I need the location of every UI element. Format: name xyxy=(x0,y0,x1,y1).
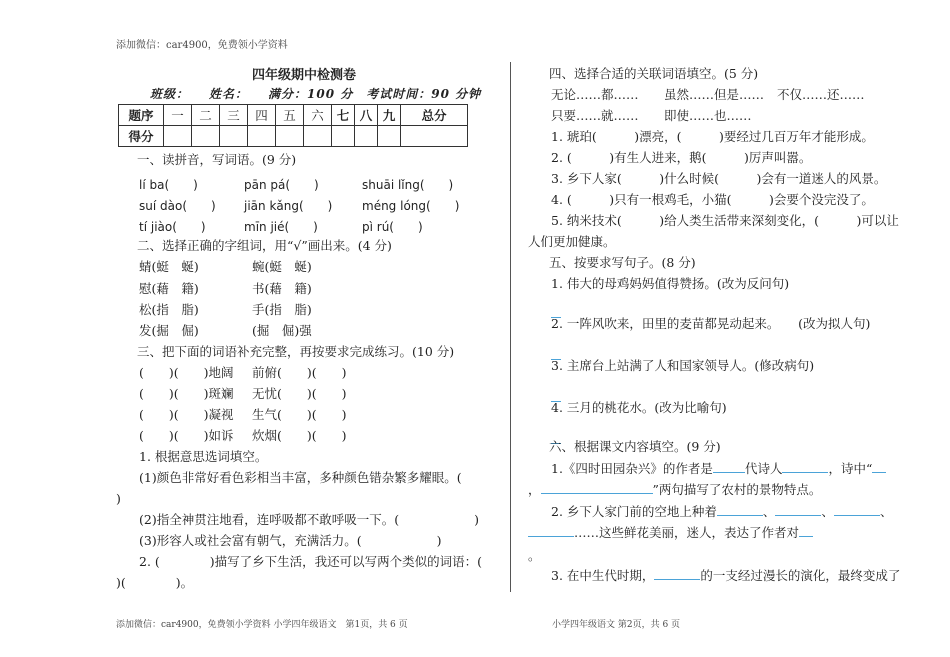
question-text: ) xyxy=(116,491,121,506)
section-3-title: 三、把下面的词语补充完整，再按要求完成练习。(10 分) xyxy=(137,344,455,359)
choice-item[interactable]: 书(藉 籍) xyxy=(252,281,312,296)
pinyin-item: tí jiào( ) xyxy=(139,220,206,234)
question-text: 2. 一阵风吹来，田里的麦苗都晃动起来。 (改为拟人句) xyxy=(551,316,871,331)
question-text: 4. 三月的桃花水。(改为比喻句) xyxy=(551,400,727,415)
question-text: 5. 纳米技术( )给人类生活带来深刻变化，( )可以让 xyxy=(551,213,899,228)
question-text: 、 xyxy=(821,504,834,519)
score-blank[interactable] xyxy=(304,126,332,147)
question-text: 人们更加健康。 xyxy=(528,234,616,249)
section-6-title: 六、根据课文内容填空。(9 分) xyxy=(549,439,721,454)
idiom-item: ( )( )凝视 xyxy=(139,407,234,422)
question-text: (3)形容人或社会富有朝气，充满活力。( ) xyxy=(139,533,442,548)
score-blank[interactable] xyxy=(164,126,192,147)
section-5-title: 五、按要求写句子。(8 分) xyxy=(549,255,696,270)
score-blank[interactable] xyxy=(220,126,248,147)
fill-question xyxy=(551,461,886,477)
page-header-note: 添加微信：car4900，免费领小学资料 xyxy=(116,40,288,51)
score-table-header-row xyxy=(119,105,468,126)
score-blank[interactable] xyxy=(276,126,304,147)
score-table-score-row xyxy=(119,126,468,147)
score-blank[interactable] xyxy=(378,126,401,147)
fill-question xyxy=(551,504,892,520)
score-cell: 三 xyxy=(220,105,248,126)
fill-question xyxy=(528,525,813,541)
question-text: 1.《四时田园杂兴》的作者是 xyxy=(551,461,713,476)
idiom-item: 无忧( )( ) xyxy=(252,386,347,401)
choice-item[interactable]: 手(指 脂) xyxy=(252,302,312,317)
choice-item[interactable]: 发(掘 倔) xyxy=(139,323,199,338)
question-text: (2)指全神贯注地看，连呼吸都不敢呼吸一下。( ) xyxy=(139,512,479,527)
answer-blank[interactable] xyxy=(834,515,880,516)
idiom-item: ( )( )地阔 xyxy=(139,365,234,380)
idiom-item: ( )( )斑斓 xyxy=(139,386,234,401)
score-table xyxy=(118,104,468,147)
question-text: 4. ( )只有一根鸡毛，小猫( )会要个没完没了。 xyxy=(551,192,874,207)
conjunction-option: 无论……都…… xyxy=(551,87,639,102)
conjunction-option: 只要……就…… xyxy=(551,108,639,123)
score-blank[interactable] xyxy=(355,126,378,147)
score-cell: 一 xyxy=(164,105,192,126)
question-text: 3. 在中生代时期， xyxy=(551,568,655,583)
idiom-item: 炊烟( )( ) xyxy=(252,428,347,443)
idiom-item: 生气( )( ) xyxy=(252,407,347,422)
fill-question xyxy=(528,482,821,498)
answer-blank[interactable] xyxy=(528,536,574,537)
conjunction-option: 不仅……还…… xyxy=(777,87,865,102)
question-text: 1. 伟大的母鸡妈妈值得赞扬。(改为反问句) xyxy=(551,276,790,291)
choice-item[interactable]: 松(指 脂) xyxy=(139,302,199,317)
idiom-item: 前俯( )( ) xyxy=(252,365,347,380)
page-title: 四年级期中检测卷 xyxy=(252,68,357,83)
pinyin-item: méng lóng( ) xyxy=(362,199,460,213)
score-blank[interactable] xyxy=(401,126,468,147)
answer-blank[interactable] xyxy=(654,579,700,580)
score-cell: 六 xyxy=(304,105,332,126)
question-text: )( )。 xyxy=(116,575,194,590)
question-text: ”两句描写了农村的景物特点。 xyxy=(652,482,822,497)
section-1-title: 一、读拼音，写词语。(9 分) xyxy=(137,152,297,167)
question-text: ， xyxy=(528,482,541,497)
answer-blank[interactable] xyxy=(713,472,745,473)
question-text: 。 xyxy=(528,548,541,563)
score-cell: 得分 xyxy=(119,126,164,147)
pinyin-item: mīn jié( ) xyxy=(244,220,318,234)
score-blank[interactable] xyxy=(192,126,220,147)
page-footer-left: 添加微信：car4900，免费领小学资料 小学四年级语文 第1页，共 6 页 xyxy=(116,620,408,630)
choice-item[interactable]: 慰(藉 籍) xyxy=(139,281,199,296)
answer-blank[interactable] xyxy=(872,472,886,473)
section-4-title: 四、选择合适的关联词语填空。(5 分) xyxy=(549,66,759,81)
answer-blank[interactable] xyxy=(541,493,653,494)
question-text: ……这些鲜花美丽，迷人，表达了作者对 xyxy=(574,525,800,540)
question-text: 2. ( )描写了乡下生活，我还可以写两个类似的词语：( xyxy=(139,554,483,569)
question-text: 2. 乡下人家门前的空地上种着 xyxy=(551,504,717,519)
choice-item[interactable]: (掘 倔)强 xyxy=(252,323,312,338)
pinyin-item: pān pá( ) xyxy=(244,178,319,192)
choice-item[interactable]: 蜿(蜓 蜒) xyxy=(252,259,312,274)
pinyin-item: suí dào( ) xyxy=(139,199,216,213)
pinyin-item: shuāi lǐng( ) xyxy=(362,178,454,192)
question-text: 的一支经过漫长的演化，最终变成了 xyxy=(700,568,901,583)
answer-blank[interactable] xyxy=(775,515,821,516)
question-text: 、 xyxy=(879,504,893,519)
question-text: (1)颜色非常好看色彩相当丰富，多种颜色错杂繁多耀眼。( xyxy=(139,470,462,485)
score-cell: 八 xyxy=(355,105,378,126)
fill-question xyxy=(551,568,900,584)
question-text: 代诗人 xyxy=(744,461,783,476)
answer-blank[interactable] xyxy=(799,536,813,537)
choice-item[interactable]: 蜻(蜓 蜒) xyxy=(139,259,199,274)
pinyin-item: lí ba( ) xyxy=(139,178,198,192)
score-cell: 四 xyxy=(248,105,276,126)
answer-blank[interactable] xyxy=(717,515,763,516)
score-cell: 总分 xyxy=(401,105,468,126)
score-blank[interactable] xyxy=(248,126,276,147)
score-cell: 九 xyxy=(378,105,401,126)
exam-info: 班级： 姓名： 满分：100 分 考试时间：90 分钟 xyxy=(150,87,482,101)
question-text: 3. 乡下人家( )什么时候( )会有一道迷人的风景。 xyxy=(551,171,887,186)
pinyin-item: jiān kǎng( ) xyxy=(244,199,333,213)
conjunction-option: 虽然……但是…… xyxy=(664,87,765,102)
score-cell: 题序 xyxy=(119,105,164,126)
question-text: ，诗中“ xyxy=(828,461,873,476)
idiom-item: ( )( )如诉 xyxy=(139,428,234,443)
question-text: 1. 根据意思选词填空。 xyxy=(139,449,268,464)
column-divider xyxy=(510,62,511,592)
score-blank[interactable] xyxy=(332,126,355,147)
question-text: 1. 琥珀( )漂亮，( )要经过几百万年才能形成。 xyxy=(551,129,874,144)
pinyin-item: pì rú( ) xyxy=(362,220,423,234)
score-cell: 七 xyxy=(332,105,355,126)
question-text: 、 xyxy=(762,504,776,519)
score-cell: 二 xyxy=(192,105,220,126)
answer-blank[interactable] xyxy=(782,472,828,473)
conjunction-option: 即使……也…… xyxy=(664,108,752,123)
section-2-title: 二、选择正确的字组词，用“√”画出来。(4 分) xyxy=(137,238,392,253)
question-text: 3. 主席台上站满了人和国家领导人。(修改病句) xyxy=(551,358,815,373)
score-cell: 五 xyxy=(276,105,304,126)
page-footer-right: 小学四年级语文 第2页，共 6 页 xyxy=(552,620,681,630)
question-text: 2. ( )有生人进来，鹅( )厉声叫嚣。 xyxy=(551,150,812,165)
